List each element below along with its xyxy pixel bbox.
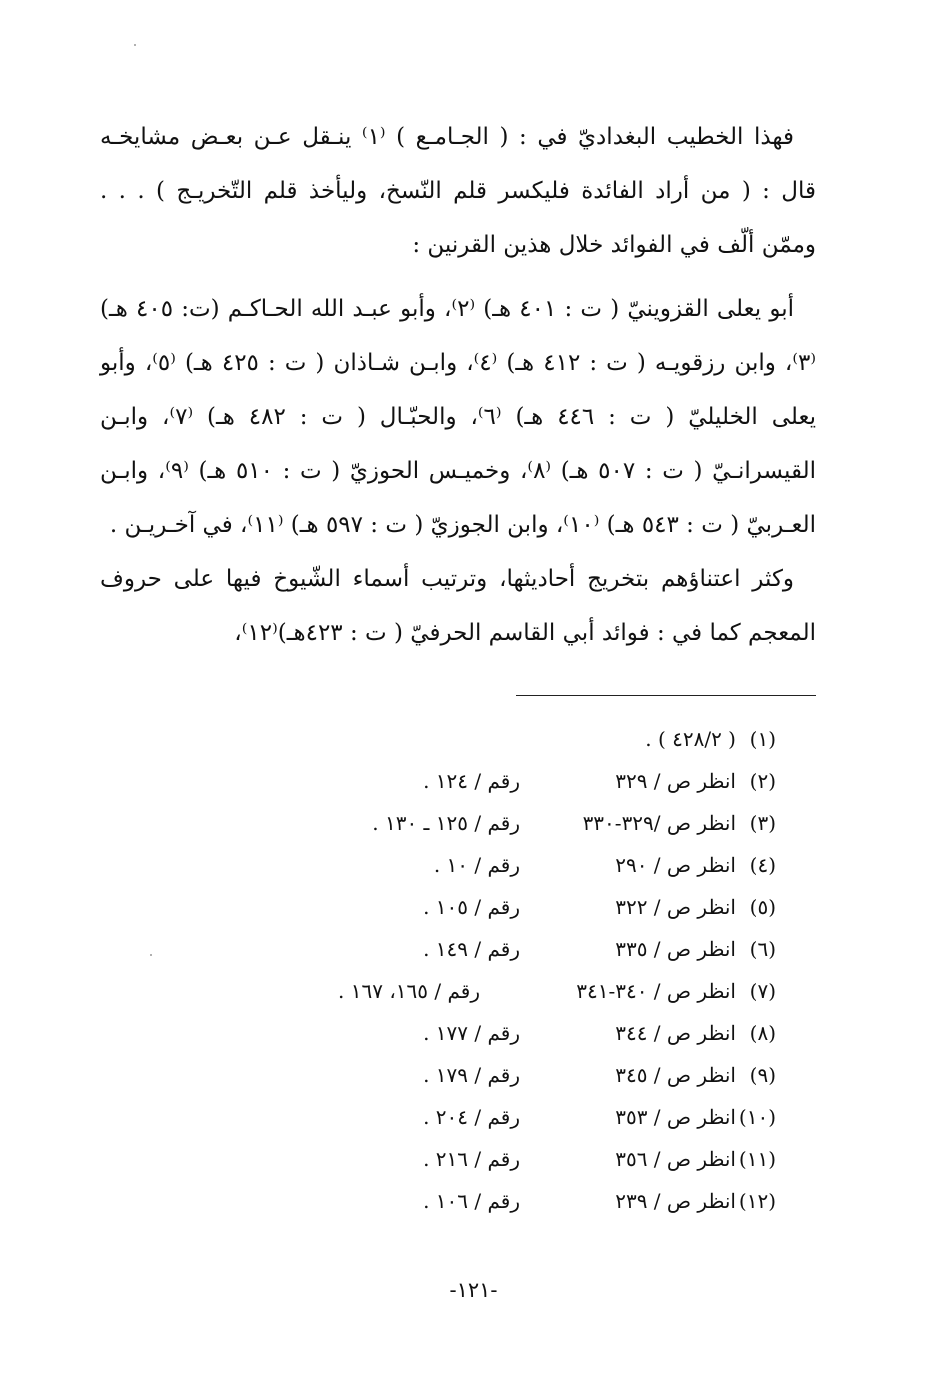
footnote-reference: انظر ص / ٣٤٤ [615,1021,736,1045]
footnote-reference: انظر ص / ٣٣٥ [615,937,736,961]
footnote-number: (١) [749,727,776,751]
footnote-number: (٧) [749,979,776,1003]
footnote-number: (١١) [738,1147,776,1171]
footnote-entry-number: رقم / ١٧٧ . [423,1021,520,1045]
footnote-reference: ( ٤٢٨/٢ ) . [645,727,736,751]
footnote-entry-number: رقم / ١٠٦ . [423,1189,520,1213]
footnote-entry-number: رقم / ١٠ . [433,853,520,877]
footnote-4 [240,844,776,886]
footnote-reference: انظر ص / ٣٢٢ [615,895,736,919]
footnote-8 [240,1012,776,1054]
footnote-2 [240,760,776,802]
footnote-entry-number: رقم / ٢١٦ . [423,1147,520,1171]
footnote-number: (٢) [749,769,776,793]
footnote-entry-number: رقم / ١٦٥، ١٦٧ . [338,979,480,1003]
scan-speck [134,44,136,46]
footnote-reference: انظر ص / ٣٤٥ [615,1063,736,1087]
footnote-entry-number: رقم / ١٢٤ . [423,769,520,793]
footnote-reference: انظر ص / ٢٩٠ [615,853,736,877]
footnote-9 [240,1054,776,1096]
footnote-11 [240,1138,776,1180]
footnote-3 [240,802,776,844]
footnote-number: (٨) [749,1021,776,1045]
footnote-divider [516,695,816,696]
footnote-number: (٥) [749,895,776,919]
footnote-1 [240,718,776,760]
footnotes-list [240,718,776,1222]
footnote-entry-number: رقم / ١٢٥ ـ ١٣٠ . [372,811,520,835]
footnote-entry-number: رقم / ٢٠٤ . [423,1105,520,1129]
footnote-entry-number: رقم / ١٧٩ . [423,1063,520,1087]
footnote-reference: انظر ص / ٣٥٣ [615,1105,736,1129]
footnote-number: (١٠) [738,1105,776,1129]
footnote-entry-number [240,718,520,760]
paragraph-1: فهذا الخطيب البغداديّ في : ( الجـامـع ) ⁽١⁾ ينـقل عـن بعـض مشايخـه قال : ( من أراد الفائدة فليكسر قلم النّسخ، وليأخذ قلم التّخريـج ) . . . وممّن ألّف في الفوائد خلال هذين القرنين : [100,124,816,258]
footnote-reference: انظر ص / ٣٥٦ [615,1147,736,1171]
paragraph-2: أبو يعلى القزوينيّ ( ت : ٤٠١ هـ) ⁽٢⁾، وأبو عبـد الله الحـاكـم (ت: ٤٠٥ هـ) ⁽٣⁾، وابن رزقويـه ( ت : ٤١٢ هـ) ⁽٤⁾، وابـن شـاذان ( ت : ٤٢٥ هـ) ⁽٥⁾، وأبو يعلى الخليليّ ( ت : ٤٤٦ هـ) ⁽٦⁾، والحبّـال ( ت : ٤٨٢ هـ) ⁽٧⁾، وابـن القيسرانـيّ ( ت : ٥٠٧ هـ) ⁽٨⁾، وخميـس الحوزيّ ( ت : ٥١٠ هـ) ⁽٩⁾، وابـن العـربيّ ( ت : ٥٤٣ هـ) ⁽١٠⁾، وابن الجوزيّ ( ت : ٥٩٧ هـ) ⁽١١⁾، في آخـريـن . [100,296,816,538]
footnote-number: (٣) [749,811,776,835]
footnote-number: (٤) [749,853,776,877]
footnote-12 [240,1180,776,1222]
footnote-5 [240,886,776,928]
footnote-reference: انظر ص /٣٢٩-٣٣٠ [582,811,736,835]
paragraph-3: وكثر اعتناؤهم بتخريج أحاديثها، وترتيب أسماء الشّيوخ فيها على حروف المعجم كما في : فوائد أبي القاسم الحرفيّ ( ت : ٤٢٣هـ)⁽١٢⁾، [100,566,816,646]
footnote-reference: انظر ص / ٣٤٠-٣٤١ [576,979,736,1003]
footnote-number: (١٢) [738,1189,776,1213]
footnote-entry-number: رقم / ١٤٩ . [423,937,520,961]
footnote-10 [240,1096,776,1138]
footnote-number: (٦) [749,937,776,961]
footnote-7 [240,970,776,1012]
scan-speck [150,954,152,956]
footnote-reference: انظر ص / ٢٣٩ [615,1189,736,1213]
footnote-6 [240,928,776,970]
footnote-reference: انظر ص / ٣٢٩ [615,769,736,793]
page-number: -١٢١- [449,1278,498,1302]
footnote-entry-number: رقم / ١٠٥ . [423,895,520,919]
footnote-number: (٩) [749,1063,776,1087]
main-text [100,110,816,660]
